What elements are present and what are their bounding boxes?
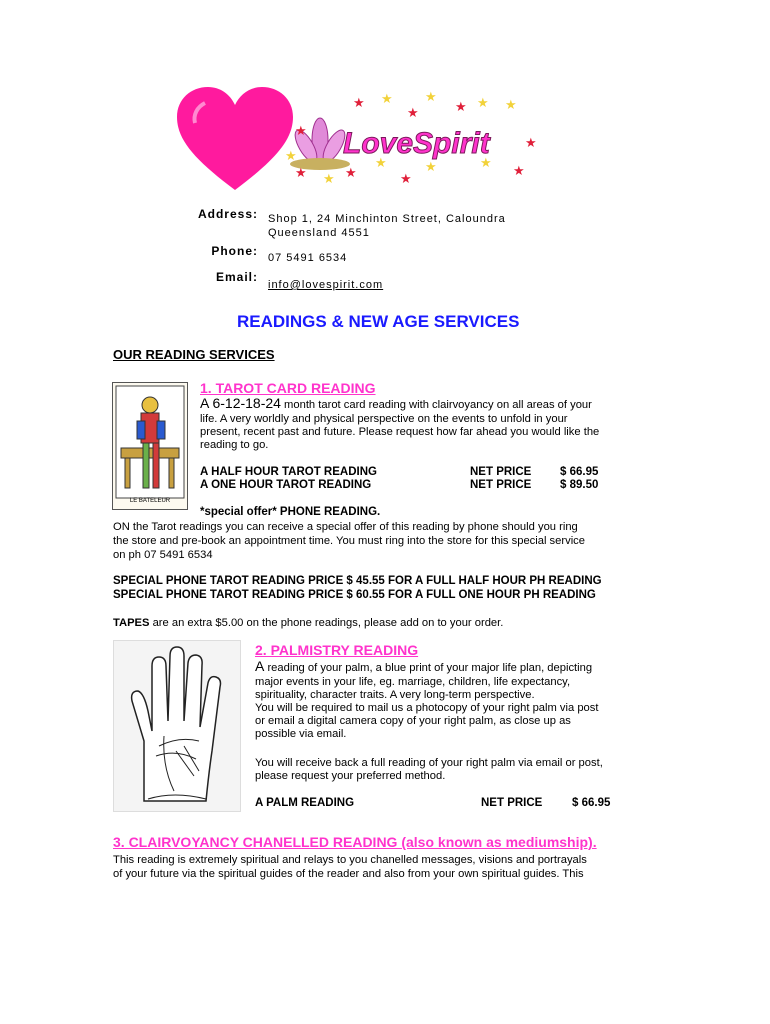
logo-graphic [175, 85, 550, 200]
address-line-2: Queensland 4551 [268, 227, 370, 239]
tarot-line: reading to go. [200, 439, 269, 451]
svg-text:★: ★ [345, 166, 357, 181]
tapes-rest: are an extra $5.00 on the phone readings, please add on to your order. [149, 617, 504, 629]
palmistry-line: You will receive back a full reading of your right palm via email or post, [255, 757, 603, 769]
special-offer-line: on ph 07 5491 6534 [113, 549, 213, 561]
address-label: Address: [197, 207, 258, 221]
svg-text:★: ★ [285, 149, 297, 164]
palm-price-net: NET PRICE [481, 797, 543, 809]
clairvoyancy-line: of your future via the spiritual guides of the reader and also from your own spiritual guides. This [113, 868, 584, 880]
palm-price-name: A PALM READING [255, 797, 355, 809]
svg-text:★: ★ [295, 166, 307, 181]
tarot-intro-big: A 6-12-18-24 [200, 395, 281, 411]
tarot-line: present, recent past and future. Please request how far ahead you would like the [200, 426, 600, 438]
logo [175, 85, 550, 200]
hand-icon [132, 647, 221, 801]
svg-text:★: ★ [353, 96, 365, 111]
phone-value: 07 5491 6534 [268, 252, 348, 264]
svg-text:★: ★ [407, 106, 419, 121]
phone-label: Phone: [211, 244, 258, 258]
section-heading: OUR READING SERVICES [113, 347, 275, 362]
palm-price-value: $ 66.95 [572, 797, 611, 809]
palmistry-intro-big: A [255, 658, 265, 674]
email-link[interactable]: info@lovespirit.com [268, 279, 384, 291]
palmistry-heading: 2. PALMISTRY READING [255, 642, 419, 658]
svg-text:★: ★ [513, 164, 525, 179]
brand-wordmark: LoveSpirit [343, 127, 490, 160]
tarot-line: life. A very worldly and physical perspective on the events to unfold in your [200, 413, 568, 425]
svg-text:★: ★ [505, 98, 517, 113]
tarot-price-value: $ 66.95 [560, 466, 599, 478]
tarot-heading: 1. TAROT CARD READING [200, 380, 376, 396]
palmistry-intro [255, 660, 592, 675]
tapes-bold: TAPES [113, 617, 150, 629]
tarot-price-name: A HALF HOUR TAROT READING [200, 466, 377, 478]
special-phone-price: SPECIAL PHONE TAROT READING PRICE $ 60.55 FOR A FULL ONE HOUR PH READING [113, 589, 596, 601]
tarot-price-value: $ 89.50 [560, 479, 599, 491]
tarot-price-name: A ONE HOUR TAROT READING [200, 479, 372, 491]
svg-text:★: ★ [375, 156, 387, 171]
special-offer-line: the store and pre-book an appointment time. You must ring into the store for this special service [113, 535, 585, 547]
special-offer-line: ON the Tarot readings you can receive a special offer of this reading by phone should you ring [113, 521, 578, 533]
svg-text:★: ★ [425, 90, 437, 105]
palmistry-line: please request your preferred method. [255, 770, 446, 782]
tarot-card-image [112, 382, 188, 510]
tarot-card-caption: LE BATELEUR [129, 498, 171, 504]
palmistry-line: possible via email. [255, 728, 347, 740]
tarot-intro [200, 397, 592, 412]
palmistry-line: spirituality, character traits. A very long-term perspective. [255, 689, 535, 701]
page-title: READINGS & NEW AGE SERVICES [237, 312, 520, 331]
palmistry-line: major events in your life, eg. marriage, children, life expectancy, [255, 676, 571, 688]
tarot-price-net: NET PRICE [470, 466, 532, 478]
svg-text:★: ★ [381, 92, 393, 107]
svg-text:★: ★ [323, 172, 335, 187]
tarot-intro-rest: month tarot card reading with clairvoyancy on all areas of your [280, 399, 592, 411]
palmistry-intro-rest: reading of your palm, a blue print of your major life plan, depicting [264, 662, 593, 674]
heart-icon [177, 87, 293, 190]
svg-text:★: ★ [480, 156, 492, 171]
svg-text:★: ★ [525, 136, 537, 151]
svg-text:★: ★ [295, 124, 307, 139]
svg-text:★: ★ [477, 96, 489, 111]
email-label: Email: [215, 270, 258, 284]
address-line-1: Shop 1, 24 Minchinton Street, Caloundra [268, 213, 506, 225]
special-phone-price: SPECIAL PHONE TAROT READING PRICE $ 45.55 FOR A FULL HALF HOUR PH READING [113, 575, 602, 587]
palmistry-line: You will be required to mail us a photocopy of your right palm via post [255, 702, 599, 714]
svg-text:★: ★ [425, 160, 437, 175]
palmistry-line: or email a digital camera copy of your right palm, as close up as [255, 715, 571, 727]
tapes-note [113, 617, 503, 630]
special-offer-title: *special offer* PHONE READING. [200, 506, 381, 518]
svg-text:★: ★ [455, 100, 467, 115]
clairvoyancy-line: This reading is extremely spiritual and relays to you chanelled messages, visions and portrayals [113, 854, 587, 866]
svg-text:★: ★ [400, 172, 412, 187]
clairvoyancy-heading: 3. CLAIRVOYANCY CHANELLED READING (also known as mediumship). [113, 834, 597, 850]
tarot-price-net: NET PRICE [470, 479, 532, 491]
palm-image [113, 640, 241, 812]
